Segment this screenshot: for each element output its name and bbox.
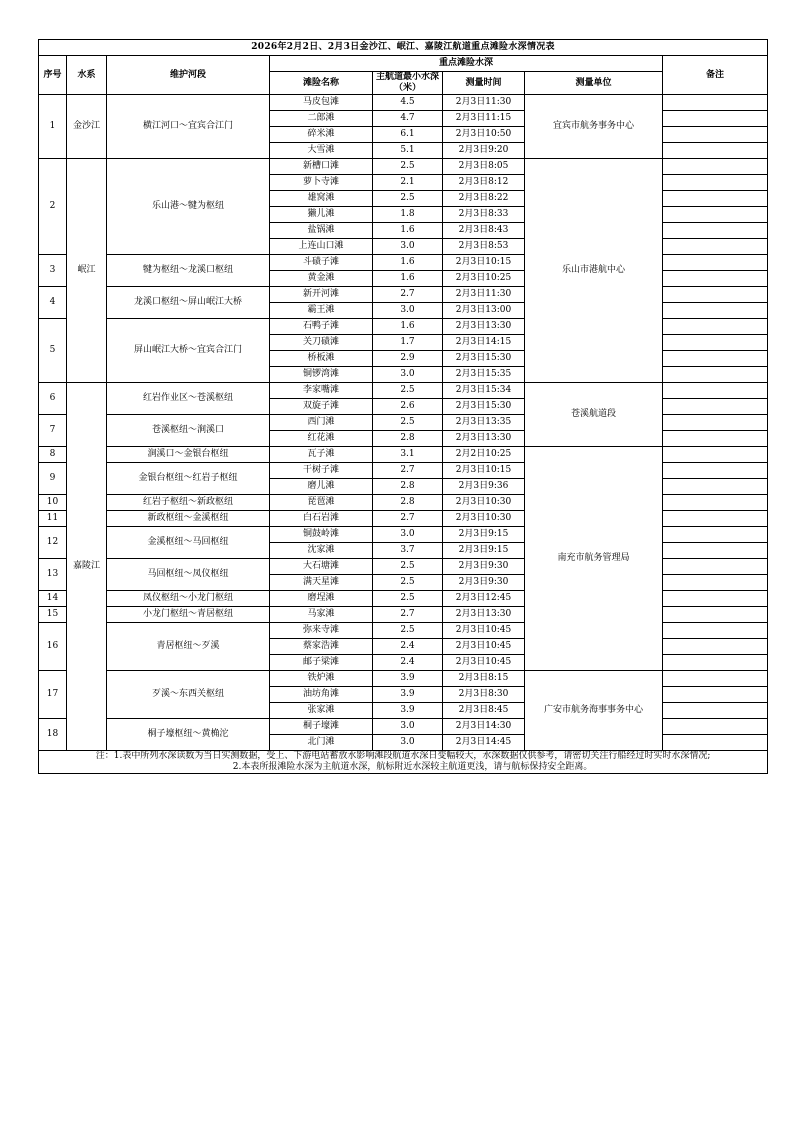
shoal-name-cell: 西门滩 — [270, 415, 373, 431]
remark-cell — [663, 191, 768, 207]
shoal-name-cell: 沈家滩 — [270, 543, 373, 559]
time-cell: 2月3日11:30 — [443, 287, 525, 303]
remark-cell — [663, 207, 768, 223]
seq-cell: 1 — [39, 95, 67, 159]
seq-cell: 10 — [39, 495, 67, 511]
section-cell: 新政枢纽～金溪枢纽 — [107, 511, 270, 527]
depth-cell: 3.7 — [373, 543, 443, 559]
shoal-name-cell: 黄金滩 — [270, 271, 373, 287]
remark-cell — [663, 239, 768, 255]
shoal-name-cell: 关刀碛滩 — [270, 335, 373, 351]
shoal-name-cell: 双旋子滩 — [270, 399, 373, 415]
table-row — [39, 383, 768, 399]
time-cell: 2月3日8:30 — [443, 687, 525, 703]
unit-cell: 乐山市港航中心 — [525, 159, 663, 383]
shoal-name-cell: 新槽口滩 — [270, 159, 373, 175]
depth-cell: 2.5 — [373, 559, 443, 575]
depth-cell: 1.6 — [373, 223, 443, 239]
section-cell: 青居枢纽～歹溪 — [107, 623, 270, 671]
remark-cell — [663, 399, 768, 415]
unit-cell: 苍溪航道段 — [525, 383, 663, 447]
unit-cell: 宜宾市航务事务中心 — [525, 95, 663, 159]
header-unit: 测量单位 — [525, 72, 663, 95]
shoal-name-cell: 石鸭子滩 — [270, 319, 373, 335]
time-cell: 2月3日8:22 — [443, 191, 525, 207]
shoal-name-cell: 磨儿滩 — [270, 479, 373, 495]
seq-cell: 4 — [39, 287, 67, 319]
time-cell: 2月3日9:15 — [443, 527, 525, 543]
shoal-name-cell: 白石岩滩 — [270, 511, 373, 527]
remark-cell — [663, 223, 768, 239]
shoal-name-cell: 大石塘滩 — [270, 559, 373, 575]
seq-cell: 7 — [39, 415, 67, 447]
header-remark: 备注 — [663, 56, 768, 95]
note-1: 注：1.表中所列水深读数为当日实测数据，受上、下游电站蓄放水影响滩段航道水深日变幅较大，水深数据仅供参考，请密切关注行船经过时实时水深情况; — [95, 751, 711, 761]
shoal-name-cell: 霸王滩 — [270, 303, 373, 319]
remark-cell — [663, 591, 768, 607]
depth-cell: 2.5 — [373, 383, 443, 399]
remark-cell — [663, 287, 768, 303]
section-cell: 犍为枢纽～龙溪口枢纽 — [107, 255, 270, 287]
remark-cell — [663, 559, 768, 575]
depth-cell: 2.4 — [373, 639, 443, 655]
depth-cell: 2.5 — [373, 591, 443, 607]
section-cell: 龙溪口枢纽～屏山岷江大桥 — [107, 287, 270, 319]
time-cell: 2月3日10:30 — [443, 495, 525, 511]
time-cell: 2月3日9:30 — [443, 559, 525, 575]
shoal-name-cell: 上连山口滩 — [270, 239, 373, 255]
time-cell: 2月3日11:15 — [443, 111, 525, 127]
time-cell: 2月3日13:30 — [443, 319, 525, 335]
seq-cell: 6 — [39, 383, 67, 415]
time-cell: 2月3日13:00 — [443, 303, 525, 319]
time-cell: 2月3日8:45 — [443, 703, 525, 719]
section-cell: 马回枢纽～凤仪枢纽 — [107, 559, 270, 591]
time-cell: 2月3日10:15 — [443, 255, 525, 271]
remark-cell — [663, 351, 768, 367]
table-row — [39, 159, 768, 175]
time-cell: 2月2日10:25 — [443, 447, 525, 463]
depth-cell: 1.6 — [373, 255, 443, 271]
time-cell: 2月3日10:45 — [443, 639, 525, 655]
depth-cell: 3.0 — [373, 303, 443, 319]
time-cell: 2月3日10:25 — [443, 271, 525, 287]
time-cell: 2月3日10:45 — [443, 623, 525, 639]
shoal-name-cell: 油坊角滩 — [270, 687, 373, 703]
header-seq: 序号 — [39, 56, 67, 95]
unit-cell: 广安市航务海事事务中心 — [525, 671, 663, 751]
section-cell: 凤仪枢纽～小龙门枢纽 — [107, 591, 270, 607]
seq-cell: 18 — [39, 719, 67, 751]
remark-cell — [663, 383, 768, 399]
seq-cell: 8 — [39, 447, 67, 463]
system-cell: 岷江 — [67, 159, 107, 383]
section-cell: 红岩作业区～苍溪枢纽 — [107, 383, 270, 415]
time-cell: 2月3日9:15 — [443, 543, 525, 559]
shoal-name-cell: 盐锅滩 — [270, 223, 373, 239]
depth-cell: 2.7 — [373, 607, 443, 623]
remark-cell — [663, 703, 768, 719]
depth-cell: 2.1 — [373, 175, 443, 191]
remark-cell — [663, 639, 768, 655]
shoal-name-cell: 瓦子滩 — [270, 447, 373, 463]
remark-cell — [663, 543, 768, 559]
depth-cell: 3.0 — [373, 735, 443, 751]
depth-cell: 3.0 — [373, 527, 443, 543]
remark-cell — [663, 623, 768, 639]
remark-cell — [663, 111, 768, 127]
section-cell: 苍溪枢纽～涧溪口 — [107, 415, 270, 447]
shoal-name-cell: 北门滩 — [270, 735, 373, 751]
shoal-name-cell: 雄窝滩 — [270, 191, 373, 207]
shoal-name-cell: 马家滩 — [270, 607, 373, 623]
water-depth-sheet — [38, 39, 767, 774]
section-cell: 小龙门枢纽～青居枢纽 — [107, 607, 270, 623]
depth-cell: 1.6 — [373, 271, 443, 287]
depth-cell: 2.9 — [373, 351, 443, 367]
depth-cell: 5.1 — [373, 143, 443, 159]
shoal-name-cell: 桥板滩 — [270, 351, 373, 367]
time-cell: 2月3日9:36 — [443, 479, 525, 495]
time-cell: 2月3日8:53 — [443, 239, 525, 255]
depth-cell: 3.9 — [373, 687, 443, 703]
shoal-name-cell: 满天星滩 — [270, 575, 373, 591]
depth-cell: 2.4 — [373, 655, 443, 671]
time-cell: 2月3日8:05 — [443, 159, 525, 175]
shoal-name-cell: 铜鼓岭滩 — [270, 527, 373, 543]
time-cell: 2月3日13:30 — [443, 607, 525, 623]
shoal-name-cell: 张家滩 — [270, 703, 373, 719]
remark-cell — [663, 687, 768, 703]
time-cell: 2月3日10:15 — [443, 463, 525, 479]
remark-cell — [663, 415, 768, 431]
remark-cell — [663, 271, 768, 287]
depth-cell: 3.0 — [373, 719, 443, 735]
time-cell: 2月3日14:15 — [443, 335, 525, 351]
header-group: 重点滩险水深 — [270, 56, 663, 72]
depth-cell: 2.8 — [373, 479, 443, 495]
note-2: 2.本表所报滩险水深为主航道水深，航标附近水深较主航道更浅，请与航标保持安全距离。 — [232, 762, 593, 772]
time-cell: 2月3日14:45 — [443, 735, 525, 751]
table-title: 2026年2月2日、2月3日金沙江、岷江、嘉陵江航道重点滩险水深情况表 — [39, 40, 768, 56]
seq-cell: 11 — [39, 511, 67, 527]
section-cell: 乐山港～犍为枢纽 — [107, 159, 270, 255]
depth-cell: 2.7 — [373, 287, 443, 303]
shoal-name-cell: 獭儿滩 — [270, 207, 373, 223]
section-cell: 屏山岷江大桥～宜宾合江门 — [107, 319, 270, 383]
header-system: 水系 — [67, 56, 107, 95]
time-cell: 2月3日9:30 — [443, 575, 525, 591]
shoal-name-cell: 新开河滩 — [270, 287, 373, 303]
seq-cell: 9 — [39, 463, 67, 495]
remark-cell — [663, 511, 768, 527]
shoal-name-cell: 干树子滩 — [270, 463, 373, 479]
remark-cell — [663, 127, 768, 143]
time-cell: 2月3日11:30 — [443, 95, 525, 111]
depth-cell: 1.8 — [373, 207, 443, 223]
section-cell: 金溪枢纽～马回枢纽 — [107, 527, 270, 559]
shoal-name-cell: 铜锣湾滩 — [270, 367, 373, 383]
time-cell: 2月3日8:33 — [443, 207, 525, 223]
notes — [39, 751, 768, 774]
shoal-name-cell: 红花滩 — [270, 431, 373, 447]
time-cell: 2月3日8:12 — [443, 175, 525, 191]
header-depth: 主航道最小水深（米） — [373, 72, 443, 95]
depth-cell: 2.5 — [373, 415, 443, 431]
time-cell: 2月3日12:45 — [443, 591, 525, 607]
remark-cell — [663, 447, 768, 463]
time-cell: 2月3日10:50 — [443, 127, 525, 143]
remark-cell — [663, 479, 768, 495]
time-cell: 2月3日13:35 — [443, 415, 525, 431]
header-shoal: 滩险名称 — [270, 72, 373, 95]
depth-cell: 3.9 — [373, 671, 443, 687]
section-cell: 涧溪口～金银台枢纽 — [107, 447, 270, 463]
seq-cell: 15 — [39, 607, 67, 623]
section-cell: 歹溪～东西关枢纽 — [107, 671, 270, 719]
depth-cell: 3.1 — [373, 447, 443, 463]
section-cell: 金银台枢纽～红岩子枢纽 — [107, 463, 270, 495]
remark-cell — [663, 367, 768, 383]
remark-cell — [663, 255, 768, 271]
depth-cell: 2.6 — [373, 399, 443, 415]
section-cell: 横江河口～宜宾合江门 — [107, 95, 270, 159]
depth-cell: 3.9 — [373, 703, 443, 719]
seq-cell: 2 — [39, 159, 67, 255]
unit-cell: 南充市航务管理局 — [525, 447, 663, 671]
remark-cell — [663, 671, 768, 687]
seq-cell: 13 — [39, 559, 67, 591]
time-cell: 2月3日8:43 — [443, 223, 525, 239]
remark-cell — [663, 335, 768, 351]
remark-cell — [663, 463, 768, 479]
remark-cell — [663, 143, 768, 159]
time-cell: 2月3日15:30 — [443, 399, 525, 415]
depth-cell: 1.6 — [373, 319, 443, 335]
shoal-name-cell: 铁炉滩 — [270, 671, 373, 687]
header-time: 测量时间 — [443, 72, 525, 95]
time-cell: 2月3日15:30 — [443, 351, 525, 367]
shoal-name-cell: 琵琶滩 — [270, 495, 373, 511]
shoal-name-cell: 蔡家浩滩 — [270, 639, 373, 655]
time-cell: 2月3日10:30 — [443, 511, 525, 527]
shoal-name-cell: 弥来寺滩 — [270, 623, 373, 639]
remark-cell — [663, 735, 768, 751]
system-cell: 金沙江 — [67, 95, 107, 159]
depth-cell: 4.7 — [373, 111, 443, 127]
remark-cell — [663, 495, 768, 511]
shoal-name-cell: 磨埕滩 — [270, 591, 373, 607]
seq-cell: 14 — [39, 591, 67, 607]
depth-cell: 1.7 — [373, 335, 443, 351]
shoal-name-cell: 李家嘴滩 — [270, 383, 373, 399]
depth-cell: 3.0 — [373, 367, 443, 383]
time-cell: 2月3日13:30 — [443, 431, 525, 447]
table-row — [39, 447, 768, 463]
time-cell: 2月3日8:15 — [443, 671, 525, 687]
system-cell: 嘉陵江 — [67, 383, 107, 751]
remark-cell — [663, 655, 768, 671]
shoal-name-cell: 邮子梁滩 — [270, 655, 373, 671]
section-cell: 桐子壕枢纽～黄桷沱 — [107, 719, 270, 751]
remark-cell — [663, 607, 768, 623]
depth-cell: 2.8 — [373, 495, 443, 511]
time-cell: 2月3日14:30 — [443, 719, 525, 735]
remark-cell — [663, 303, 768, 319]
remark-cell — [663, 575, 768, 591]
depth-table — [38, 39, 768, 774]
time-cell: 2月3日9:20 — [443, 143, 525, 159]
shoal-name-cell: 二郎滩 — [270, 111, 373, 127]
depth-cell: 2.7 — [373, 511, 443, 527]
time-cell: 2月3日10:45 — [443, 655, 525, 671]
remark-cell — [663, 431, 768, 447]
remark-cell — [663, 95, 768, 111]
time-cell: 2月3日15:34 — [443, 383, 525, 399]
time-cell: 2月3日15:35 — [443, 367, 525, 383]
remark-cell — [663, 159, 768, 175]
depth-cell: 2.5 — [373, 575, 443, 591]
remark-cell — [663, 527, 768, 543]
depth-cell: 6.1 — [373, 127, 443, 143]
shoal-name-cell: 斗碛子滩 — [270, 255, 373, 271]
seq-cell: 17 — [39, 671, 67, 719]
depth-cell: 4.5 — [373, 95, 443, 111]
header-section: 维护河段 — [107, 56, 270, 95]
seq-cell: 5 — [39, 319, 67, 383]
shoal-name-cell: 大雪滩 — [270, 143, 373, 159]
depth-cell: 2.5 — [373, 623, 443, 639]
section-cell: 红岩子枢纽～新政枢纽 — [107, 495, 270, 511]
seq-cell: 16 — [39, 623, 67, 671]
remark-cell — [663, 319, 768, 335]
remark-cell — [663, 175, 768, 191]
shoal-name-cell: 碎米滩 — [270, 127, 373, 143]
depth-cell: 2.5 — [373, 191, 443, 207]
shoal-name-cell: 萝卜寺滩 — [270, 175, 373, 191]
depth-cell: 2.5 — [373, 159, 443, 175]
depth-cell: 2.8 — [373, 431, 443, 447]
remark-cell — [663, 719, 768, 735]
seq-cell: 3 — [39, 255, 67, 287]
table-row — [39, 671, 768, 687]
shoal-name-cell: 马皮包滩 — [270, 95, 373, 111]
shoal-name-cell: 桐子壕滩 — [270, 719, 373, 735]
depth-cell: 2.7 — [373, 463, 443, 479]
seq-cell: 12 — [39, 527, 67, 559]
table-row — [39, 95, 768, 111]
depth-cell: 3.0 — [373, 239, 443, 255]
